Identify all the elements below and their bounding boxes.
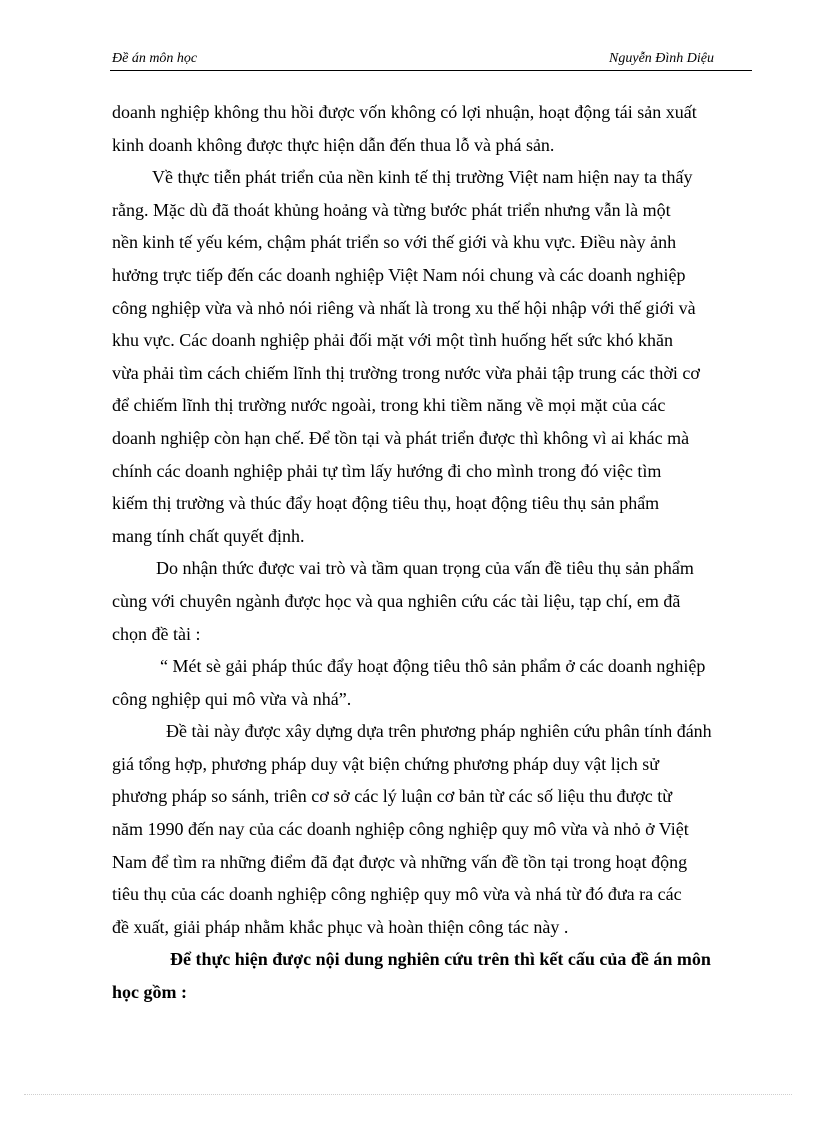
paragraph-motivation bbox=[112, 552, 752, 650]
paragraph-methodology bbox=[112, 715, 752, 943]
text-line: mang tính chất quyết định. bbox=[112, 525, 305, 546]
text-line: công nghiệp vừa và nhỏ nói riêng và nhất là trong xu thế hội nhập với thế giới và bbox=[112, 297, 696, 318]
text-line: Để thực hiện được nội dung nghiên cứu trên thì kết cấu của đề án môn bbox=[170, 949, 711, 970]
text-line: doanh nghiệp không thu hồi được vốn không có lợi nhuận, hoạt động tái sản xuất bbox=[112, 102, 697, 122]
text-line: giá tổng hợp, phương pháp duy vật biện chứng phương pháp duy vật lịch sử bbox=[112, 753, 660, 774]
text-line: tiêu thụ của các doanh nghiệp công nghiệp quy mô vừa và nhá từ đó đưa ra các bbox=[112, 884, 682, 905]
text-line: kinh doanh không được thực hiện dẫn đến thua lỗ và phá sản. bbox=[112, 134, 555, 155]
text-line: chính các doanh nghiệp phải tự tìm lấy hướng đi cho mình trong đó việc tìm bbox=[112, 460, 662, 481]
page-header bbox=[110, 48, 752, 71]
text-line: Về thực tiễn phát triển của nền kinh tế thị trường Việt nam hiện nay ta thấy bbox=[152, 167, 693, 188]
text-line: cùng với chuyên ngành được học và qua nghiên cứu các tài liệu, tạp chí, em đã bbox=[112, 590, 681, 611]
text-line: học gồm : bbox=[112, 982, 187, 1003]
text-line: phương pháp so sánh, triên cơ sở các lý luận cơ bản từ các số liệu thu được từ bbox=[112, 786, 672, 807]
text-line: đề xuất, giải pháp nhằm khắc phục và hoàn thiện công tác này . bbox=[112, 916, 569, 937]
page-bottom-divider bbox=[24, 1094, 792, 1095]
text-line: năm 1990 đến nay của các doanh nghiệp công nghiệp quy mô vừa và nhỏ ở Việt bbox=[112, 819, 689, 840]
header-author: Nguyễn Đình Diệu bbox=[609, 51, 714, 66]
text-line: Đề tài này được xây dựng dựa trên phương pháp nghiên cứu phân tính đánh bbox=[166, 721, 712, 742]
text-line: nền kinh tế yếu kém, chậm phát triển so với thế giới và khu vực. Điều này ảnh bbox=[112, 232, 677, 253]
text-line: doanh nghiệp còn hạn chế. Để tồn tại và phát triển được thì không vì ai khác mà bbox=[112, 427, 690, 448]
text-line: rằng. Mặc dù đã thoát khủng hoảng và từng bước phát triển nhưng vẫn là một bbox=[112, 199, 671, 220]
text-line: Do nhận thức được vai trò và tầm quan trọng của vấn đề tiêu thụ sản phẩm bbox=[156, 558, 694, 579]
paragraph-topic-title bbox=[112, 650, 752, 715]
text-line: kiếm thị trường và thúc đẩy hoạt động tiêu thụ, hoạt động tiêu thụ sản phẩm bbox=[112, 493, 660, 514]
paragraph-continuation bbox=[112, 96, 752, 161]
header-document-type: Đề án môn học bbox=[112, 51, 198, 66]
text-line: công nghiệp qui mô vừa và nhá”. bbox=[112, 688, 352, 709]
text-line: chọn đề tài : bbox=[112, 623, 201, 644]
paragraph-reality bbox=[112, 161, 752, 552]
paragraph-structure-intro bbox=[112, 943, 752, 1008]
document-body bbox=[112, 96, 752, 1009]
text-line: để chiếm lĩnh thị trường nước ngoài, trong khi tiềm năng về mọi mặt của các bbox=[112, 395, 666, 416]
text-line: Nam để tìm ra những điểm đã đạt được và những vấn đề tồn tại trong hoạt động bbox=[112, 851, 688, 872]
text-line: khu vực. Các doanh nghiệp phải đối mặt với một tình huống hết sức khó khăn bbox=[112, 330, 673, 351]
text-line: “ Mét sè gải pháp thúc đẩy hoạt động tiêu thô sản phẩm ở các doanh nghiệp bbox=[160, 656, 706, 677]
text-line: hưởng trực tiếp đến các doanh nghiệp Việt Nam nói chung và các doanh nghiệp bbox=[112, 264, 686, 285]
text-line: vừa phải tìm cách chiếm lĩnh thị trường trong nước vừa phải tập trung các thời cơ bbox=[112, 362, 700, 383]
